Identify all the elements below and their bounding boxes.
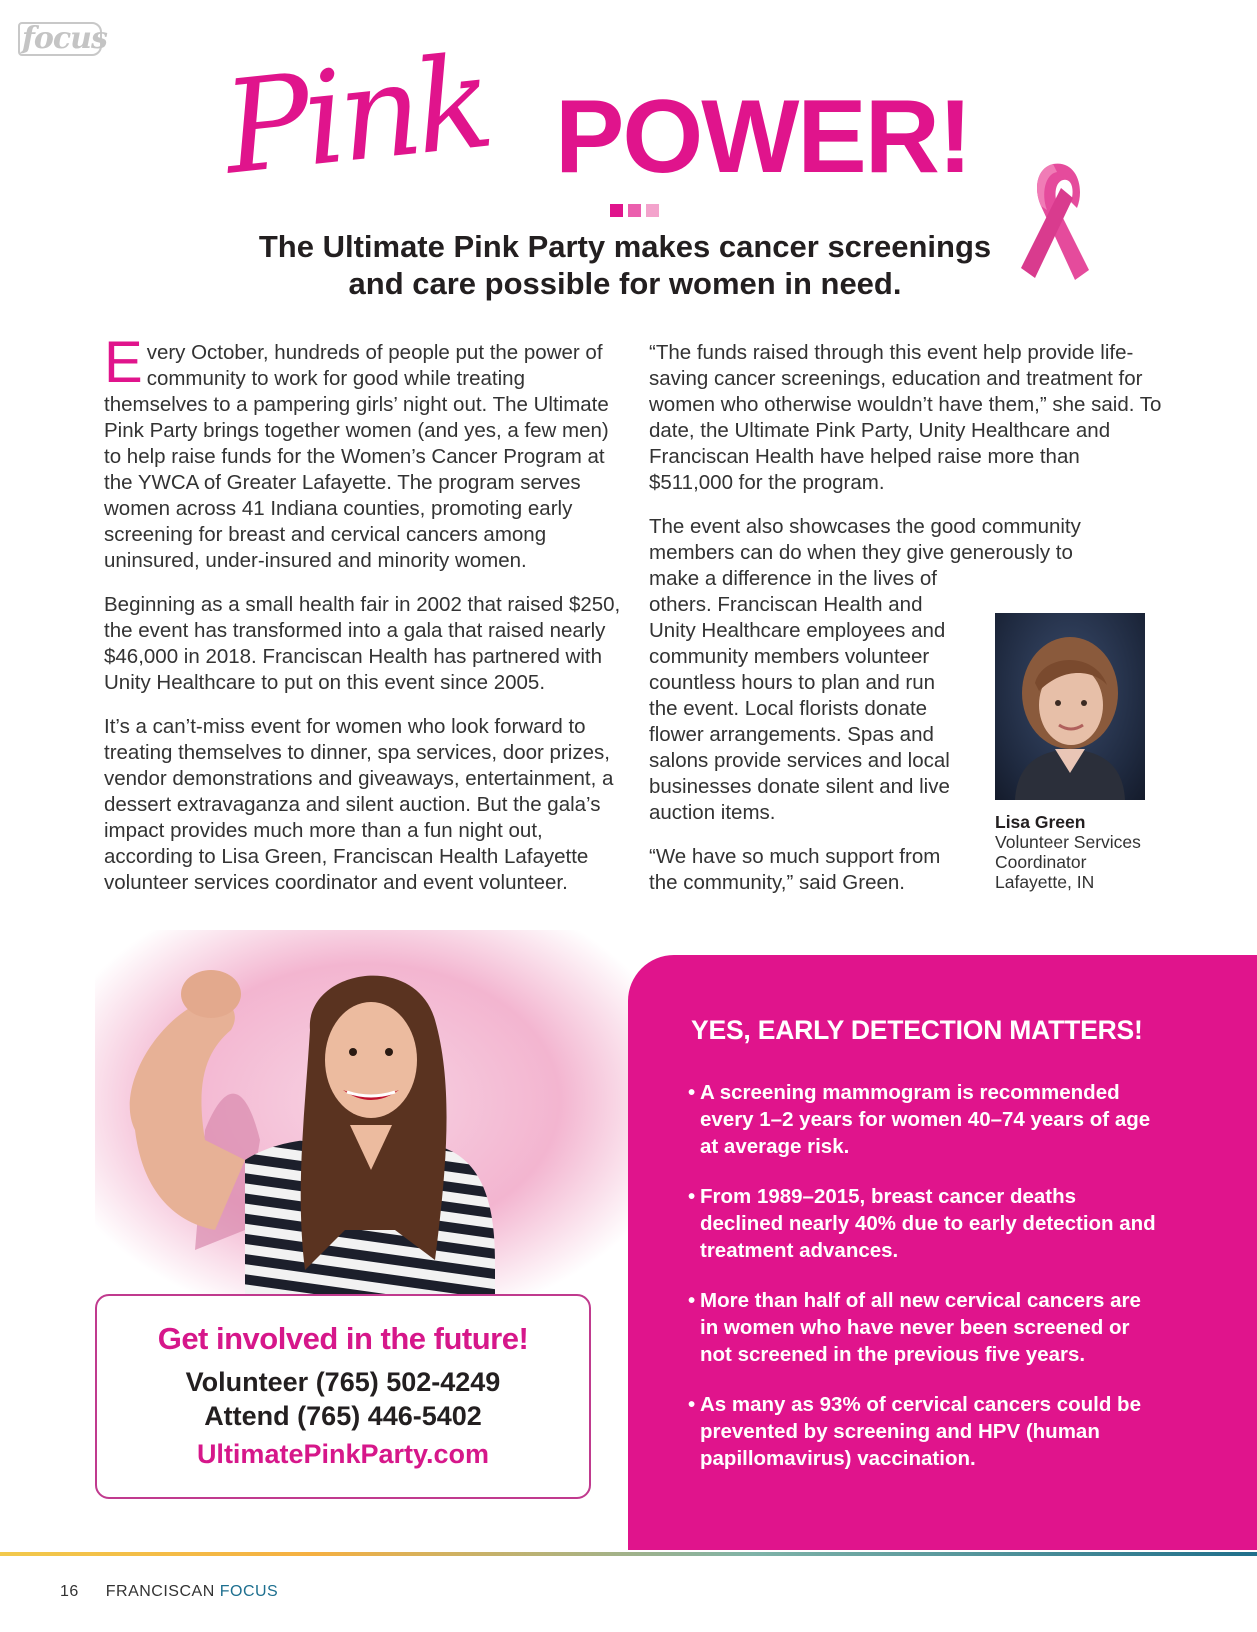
bullet-dot: • (688, 1185, 696, 1208)
fact-bullet (688, 1287, 1168, 1368)
profile-name: Lisa Green (995, 812, 1086, 832)
bullet-dot: • (688, 1393, 696, 1416)
hero-image (95, 930, 635, 1310)
line: the community,” said Green. (649, 871, 905, 894)
drop-cap: E (104, 330, 143, 395)
line: salons provide services and local (649, 749, 950, 772)
get-involved-box (95, 1294, 591, 1499)
fact-text: A screening mammogram is recommended every 1–2 years for women 40–74 years of age at average risk. (700, 1081, 1151, 1158)
line: others. Franciscan Health and (649, 593, 923, 616)
article-paragraph: It’s a can’t-miss event for women who look forward to treating themselves to dinner, spa services, door prizes, vendor demonstrations and giveaways, entertainment, a dessert extravaganza and silent auction. But the gala’s impact provides much more than a fun night out, according to Lisa Green, Franciscan Health Lafayette volunteer services coordinator and event volunteer. (104, 715, 614, 894)
line: community members volunteer (649, 645, 930, 668)
profile-title-line-2: Coordinator (995, 852, 1087, 872)
fact-text: As many as 93% of cervical cancers could be prevented by screening and HPV (human papillomavirus) vaccination. (700, 1393, 1141, 1470)
flexing-woman-illustration (95, 930, 635, 1310)
website-link[interactable]: UltimatePinkParty.com (196, 1439, 490, 1469)
subtitle-line-2: and care possible for women in need. (348, 266, 902, 301)
portrait-illustration (995, 613, 1145, 800)
square-1 (610, 204, 623, 217)
square-2 (628, 204, 641, 217)
line: Unity Healthcare employees and (649, 619, 946, 642)
line: The event also showcases the good community (649, 515, 1081, 538)
profile-photo (995, 613, 1145, 800)
footer-rule (0, 1552, 1257, 1556)
title-bold-word: POWER! (555, 79, 971, 195)
fact-bullet (688, 1391, 1168, 1472)
focus-logo (18, 21, 107, 56)
volunteer-phone[interactable]: Volunteer (765) 502-4249 (185, 1367, 501, 1397)
square-3 (646, 204, 659, 217)
line: businesses donate silent and live (649, 775, 950, 798)
fact-bullet (688, 1183, 1168, 1264)
line: “We have so much support from (649, 845, 941, 868)
early-detection-panel (628, 955, 1257, 1550)
fact-text: More than half of all new cervical cancers are in women who have never been screened or not screened in the previous five years. (700, 1289, 1141, 1366)
line: the event. Local florists donate (649, 697, 928, 720)
publication-name-accent: FOCUS (219, 1583, 279, 1600)
fact-text: From 1989–2015, breast cancer deaths declined nearly 40% due to early detection and treatment advances. (700, 1185, 1156, 1262)
attend-phone[interactable]: Attend (765) 446-5402 (204, 1401, 482, 1431)
decorative-squares (610, 204, 664, 222)
publication-name: FRANCISCAN (105, 1583, 215, 1600)
line: make a difference in the lives of (649, 567, 937, 590)
subtitle-line-1: The Ultimate Pink Party makes cancer screenings (258, 229, 992, 264)
bullet-dot: • (688, 1289, 696, 1312)
bullet-dot: • (688, 1081, 696, 1104)
page-number: 16 (60, 1583, 79, 1600)
line: flower arrangements. Spas and (649, 723, 934, 746)
profile-location: Lafayette, IN (995, 872, 1095, 892)
profile-title-line-1: Volunteer Services (995, 832, 1141, 852)
cta-heading: Get involved in the future! (157, 1321, 529, 1356)
fact-bullet (688, 1079, 1168, 1160)
paragraph-text: very October, hundreds of people put the power of community to work for good while treating themselves to a pampering girls’ night out. The Ultimate Pink Party brings together women (and yes, a few men) to help raise funds for the Women’s Cancer Program at the YWCA of Greater Lafayette. The program serves women across 41 Indiana counties, promoting early screening for breast and cervical cancers among uninsured, under-insured and minority women. (104, 341, 609, 572)
line: auction items. (649, 801, 776, 824)
subtitle (210, 228, 1040, 302)
early-detection-heading: YES, EARLY DETECTION MATTERS! (691, 1015, 1143, 1045)
article-paragraph: “The funds raised through this event help provide life-saving cancer screenings, education and treatment for women who otherwise wouldn’t have them,” she said. To date, the Ultimate Pink Party, Unity Healthcare and Franciscan Health have helped raise more than $511,000 for the program. (649, 341, 1162, 494)
article-paragraph (104, 330, 626, 574)
title-script-word: Pink (217, 27, 495, 204)
line: members can do when they give generously to (649, 541, 1073, 564)
footer (60, 1583, 278, 1601)
profile-caption (995, 812, 1175, 892)
article-column-1 (104, 330, 626, 914)
focus-logo-text: focus (22, 21, 107, 56)
article-paragraph: Beginning as a small health fair in 2002 that raised $250, the event has transformed into a gala that raised nearly $46,000 in 2018. Franciscan Health has partnered with Unity Healthcare to put on this event since 2005. (104, 593, 621, 694)
line: countless hours to plan and run (649, 671, 936, 694)
